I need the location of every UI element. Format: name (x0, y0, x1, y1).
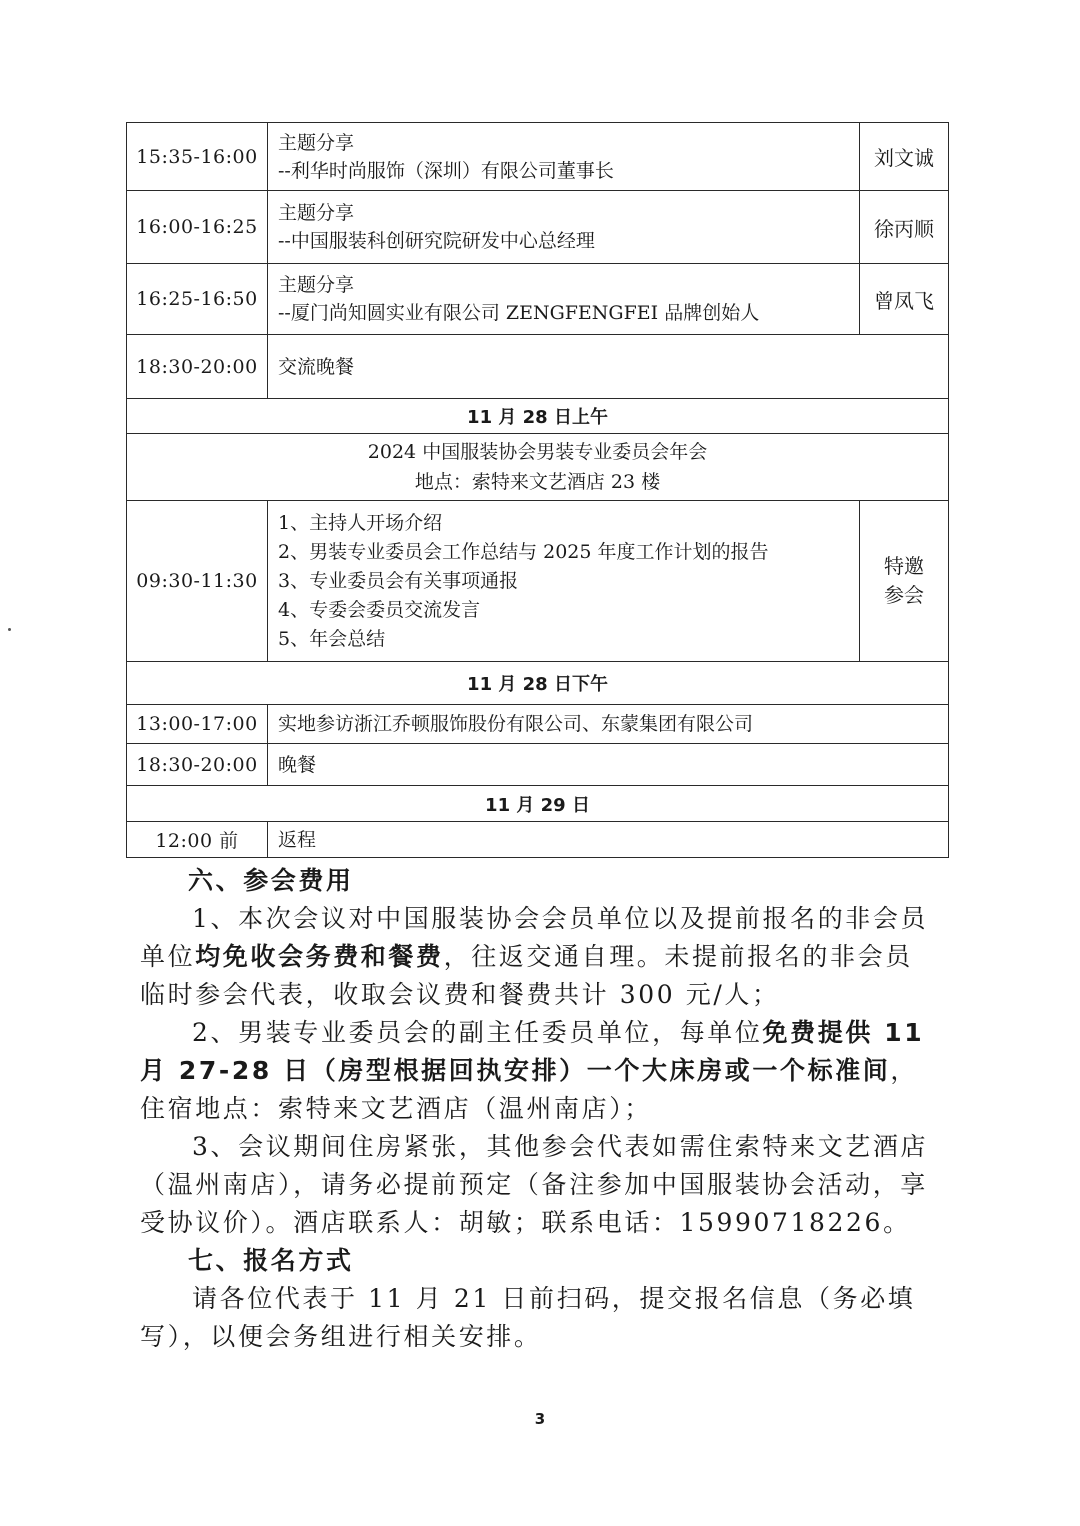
speaker-cell: 刘文诚 (860, 123, 949, 191)
speaker-cell: 曾凤飞 (860, 264, 949, 335)
session-type: 主题分享 (278, 131, 355, 154)
schedule-table (126, 122, 949, 858)
schedule-row (127, 822, 949, 858)
schedule-row (127, 744, 949, 786)
content-cell: 返程 (268, 822, 949, 858)
day-heading: 11 月 29 日 (127, 786, 949, 822)
meeting-info (127, 434, 949, 501)
schedule-row (127, 264, 949, 335)
agenda-item: 5、年会总结 (278, 627, 386, 650)
day-heading-row (127, 399, 949, 434)
paragraph: 请各位代表于 11 月 21 日前扫码，提交报名信息（务必填写），以便会务组进行相关安排。 (140, 1284, 916, 1351)
agenda-item: 4、专委会委员交流发言 (278, 598, 481, 621)
scan-speck (8, 628, 11, 631)
day-heading-row (127, 786, 949, 822)
bold-text: 免费提供 11 月 27-28 日（房型根据回执安排）一个大床房或一个标准间 (140, 1018, 925, 1085)
bold-text: 均免收会务费和餐费 (195, 942, 444, 971)
text-run: 1、本次会议对中国服装协会会员单位以及提前报名的非会员单位 (140, 904, 929, 971)
day-heading: 11 月 28 日下午 (127, 662, 949, 705)
time-cell: 16:00-16:25 (127, 191, 268, 264)
schedule-row (127, 705, 949, 744)
content-cell (268, 264, 860, 335)
agenda-item: 1、主持人开场介绍 (278, 511, 443, 534)
session-detail: --利华时尚服饰（深圳）有限公司董事长 (278, 159, 614, 182)
attendance-note (860, 501, 949, 662)
fees-section (140, 862, 930, 1356)
time-cell: 18:30-20:00 (127, 744, 268, 786)
paragraph: 3、会议期间住房紧张，其他参会代表如需住索特来文艺酒店（温州南店），请务必提前预定（备注参加中国服装协会活动，享受协议价）。酒店联系人：胡敏；联系电话：15990718226。 (140, 1132, 929, 1237)
time-cell: 15:35-16:00 (127, 123, 268, 191)
agenda-item: 2、男装专业委员会工作总结与 2025 年度工作计划的报告 (278, 540, 769, 563)
session-detail: --中国服装科创研究院研发中心总经理 (278, 230, 595, 252)
agenda-list (268, 501, 860, 662)
paragraph (140, 1014, 930, 1128)
meeting-title: 2024 中国服装协会男装专业委员会年会 (367, 441, 708, 463)
page-number: 3 (534, 1410, 546, 1428)
content-cell: 交流晚餐 (268, 335, 949, 399)
session-type: 主题分享 (278, 202, 355, 224)
paragraph (140, 900, 930, 1014)
day-heading-row (127, 662, 949, 705)
content-cell (268, 191, 860, 264)
time-cell: 13:00-17:00 (127, 705, 268, 744)
text-run: ，往返交通自理。未提前报名的非会员临时参会代表，收取会议费和餐费共计 300 元/人； (140, 942, 913, 1009)
time-cell: 12:00 前 (127, 822, 268, 858)
agenda-item: 3、专业委员会有关事项通报 (278, 569, 519, 592)
session-type: 主题分享 (278, 274, 355, 296)
time-cell: 16:25-16:50 (127, 264, 268, 335)
time-cell: 18:30-20:00 (127, 335, 268, 399)
text-run: ，住宿地点：索特来文艺酒店（温州南店）； (140, 1056, 918, 1123)
content-cell (268, 123, 860, 191)
time-cell: 09:30-11:30 (127, 501, 268, 662)
section-heading: 六、参会费用 (188, 866, 354, 895)
text-run: 2、男装专业委员会的副主任委员单位，每单位 (192, 1018, 763, 1047)
agenda-row (127, 501, 949, 662)
meeting-info-row (127, 434, 949, 501)
content-cell: 晚餐 (268, 744, 949, 786)
schedule-row (127, 123, 949, 191)
section-heading: 七、报名方式 (188, 1246, 354, 1275)
schedule-row (127, 335, 949, 399)
content-cell: 实地参访浙江乔顿服饰股份有限公司、东蒙集团有限公司 (268, 705, 949, 744)
speaker-cell: 徐丙顺 (860, 191, 949, 264)
session-detail: --厦门尚知圆实业有限公司 ZENGFENGFEI 品牌创始人 (278, 302, 760, 324)
note-line: 特邀 (884, 554, 924, 578)
schedule-row (127, 191, 949, 264)
note-line: 参会 (884, 583, 924, 607)
day-heading: 11 月 28 日上午 (127, 399, 949, 434)
meeting-location: 地点：索特来文艺酒店 23 楼 (414, 471, 661, 493)
